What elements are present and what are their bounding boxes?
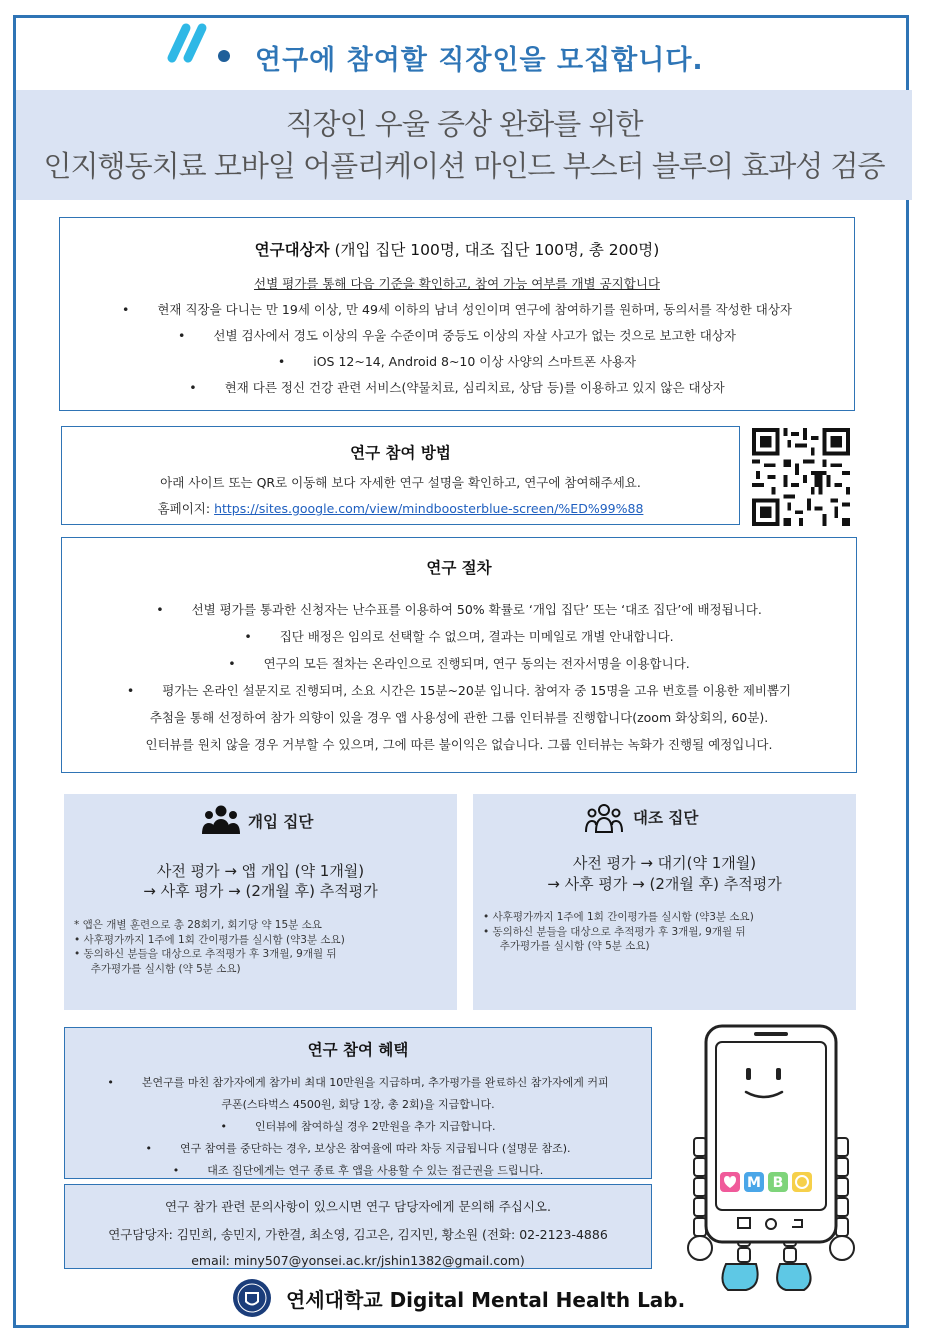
participants-item: • 현재 직장을 다니는 만 19세 이상, 만 49세 이하의 남녀 성인이며 연구에 참여하기를 원하며, 동의서를 작성한 대상자 <box>60 300 854 318</box>
control-flow-1: 사전 평가 → 대기(약 1개월) <box>572 854 757 872</box>
mind-booster-logo-icon <box>166 18 236 68</box>
participants-section <box>59 217 855 411</box>
benefits-section <box>64 1027 652 1179</box>
intervention-notes <box>74 918 345 976</box>
recruit-title: 연구에 참여할 직장인을 모집합니다. <box>255 45 704 76</box>
control-note: • 사후평가까지 1주에 1회 간이평가를 실시함 (약3분 소요) <box>483 911 754 923</box>
intervention-note: 추가평가를 실시함 (약 5분 소요) <box>74 962 241 975</box>
control-note: • 동의하신 분들을 대상으로 추적평가 후 3개월, 9개월 뒤 <box>483 925 746 938</box>
benefit-item: • 본연구를 마친 참가자에게 참가비 최대 10만원을 지급하며, 추가평가를 완료하신 참가자에게 커피 <box>65 1074 651 1090</box>
control-note: 추가평가를 실시함 (약 5분 소요) <box>483 940 650 952</box>
control-flow-2: → 사후 평가 → (2개월 후) 추적평가 <box>547 875 782 893</box>
banner-title-line-2: 인지행동치료 모바일 어플리케이션 마인드 부스터 블루의 효과성 검증 <box>43 149 885 183</box>
contact-section <box>64 1184 652 1269</box>
phone-robot-mascot-icon <box>676 1020 866 1300</box>
banner-title-line-1: 직장인 우울 증상 완화를 위한 <box>285 107 643 141</box>
intervention-flow-1: 사전 평가 → 앱 개입 (약 1개월) <box>156 862 365 880</box>
method-title: 연구 참여 방법 <box>350 444 451 462</box>
contact-line: 연구담당자: 김민희, 송민지, 가한결, 최소영, 김고은, 김지민, 황소원 (전화: 02-2123-4886 <box>108 1227 608 1242</box>
qr-code-icon[interactable] <box>752 428 850 526</box>
participants-item: • iOS 12~14, Android 8~10 이상 사양의 스마트폰 사용자 <box>60 352 854 370</box>
procedure-title: 연구 절차 <box>426 559 492 577</box>
contact-line: 연구 참가 관련 문의사항이 있으시면 연구 담당자에게 문의해 주십시오. <box>165 1199 551 1214</box>
benefit-item-cont: 쿠폰(스타벅스 4500원, 회당 1장, 총 2회)을 지급합니다. <box>221 1098 495 1111</box>
procedure-item-cont: 추첨을 통해 선정하여 참가 의향이 있을 경우 앱 사용성에 관한 그룹 인터뷰를 진행합니다(zoom 화상회의, 60분). <box>149 710 769 725</box>
benefit-item: • 연구 참여를 중단하는 경우, 보상은 참여율에 따라 차등 지급됩니다 (설명문 참조). <box>65 1140 651 1156</box>
contact-email[interactable]: email: miny507@yonsei.ac.kr/jshin1382@gmail.com) <box>191 1253 525 1268</box>
benefits-title: 연구 참여 혜택 <box>307 1041 409 1059</box>
procedure-item-cont: 인터뷰를 원치 않을 경우 거부할 수 있으며, 그에 따른 불이익은 없습니다. 그룹 인터뷰는 녹화가 진행될 예정입니다. <box>145 737 773 752</box>
homepage-line: 홈페이지: https://sites.google.com/view/mindboosterblue-screen/%ED%99%88 <box>157 501 644 516</box>
procedure-item: • 집단 배정은 임의로 선택할 수 없으며, 결과는 미메일로 개별 안내합니다. <box>62 627 856 645</box>
footer <box>232 1278 702 1318</box>
benefit-item: • 대조 집단에게는 연구 종료 후 앱을 사용할 수 있는 접근권을 드립니다. <box>65 1162 651 1178</box>
procedure-section <box>61 537 857 773</box>
participants-item: • 선별 검사에서 경도 이상의 우울 수준이며 중등도 이상의 자살 사고가 없는 것으로 보고한 대상자 <box>60 326 854 344</box>
participants-note: 선별 평가를 통해 다음 기준을 확인하고, 참여 가능 여부를 개별 공지합니다 <box>254 276 660 291</box>
participants-title: 연구대상자 (개입 집단 100명, 대조 집단 100명, 총 200명) <box>254 241 660 259</box>
app-letter-b: B <box>772 1175 784 1191</box>
procedure-item: • 평가는 온라인 설문지로 진행되며, 소요 시간은 15분~20분 입니다. 참여자 중 15명을 고유 번호를 이용한 제비뽑기 <box>62 681 856 699</box>
benefit-item: • 인터뷰에 참여하실 경우 2만원을 추가 지급합니다. <box>65 1118 651 1134</box>
procedure-item: • 선별 평가를 통과한 신청자는 난수표를 이용하여 50% 확률로 ‘개입 집단’ 또는 ‘대조 집단’에 배정됩니다. <box>62 600 856 618</box>
intervention-note: • 사후평가까지 1주에 1회 간이평가를 실시함 (약3분 소요) <box>74 933 345 946</box>
participants-item: • 현재 다른 정신 건강 관련 서비스(약물치료, 심리치료, 상담 등)를 이용하고 있지 않은 대상자 <box>60 378 854 396</box>
intervention-note: * 앱은 개별 훈련으로 총 28회기, 회기당 약 15분 소요 <box>74 919 322 931</box>
homepage-link[interactable]: https://sites.google.com/view/mindboosterblue-screen/%ED%99%88 <box>214 501 644 516</box>
control-group-panel <box>473 794 856 1010</box>
intervention-group-title: 개입 집단 <box>248 813 314 831</box>
method-desc: 아래 사이트 또는 QR로 이동해 보다 자세한 연구 설명을 확인하고, 연구에 참여해주세요. <box>160 475 641 490</box>
intervention-note: • 동의하신 분들을 대상으로 추적평가 후 3개월, 9개월 뒤 <box>74 948 337 960</box>
control-group-title: 대조 집단 <box>633 809 699 827</box>
control-notes <box>483 910 754 954</box>
procedure-item: • 연구의 모든 절차는 온라인으로 진행되며, 연구 동의는 전자서명을 이용합니다. <box>62 654 856 672</box>
method-section <box>61 426 740 525</box>
intervention-group-panel <box>64 794 457 1010</box>
intervention-flow-2: → 사후 평가 → (2개월 후) 추적평가 <box>143 882 378 900</box>
yonsei-emblem-icon <box>232 1278 272 1318</box>
title-banner <box>16 90 912 200</box>
app-letter-m: M <box>747 1175 761 1191</box>
footer-lab-name: 연세대학교 Digital Mental Health Lab. <box>286 1288 686 1312</box>
